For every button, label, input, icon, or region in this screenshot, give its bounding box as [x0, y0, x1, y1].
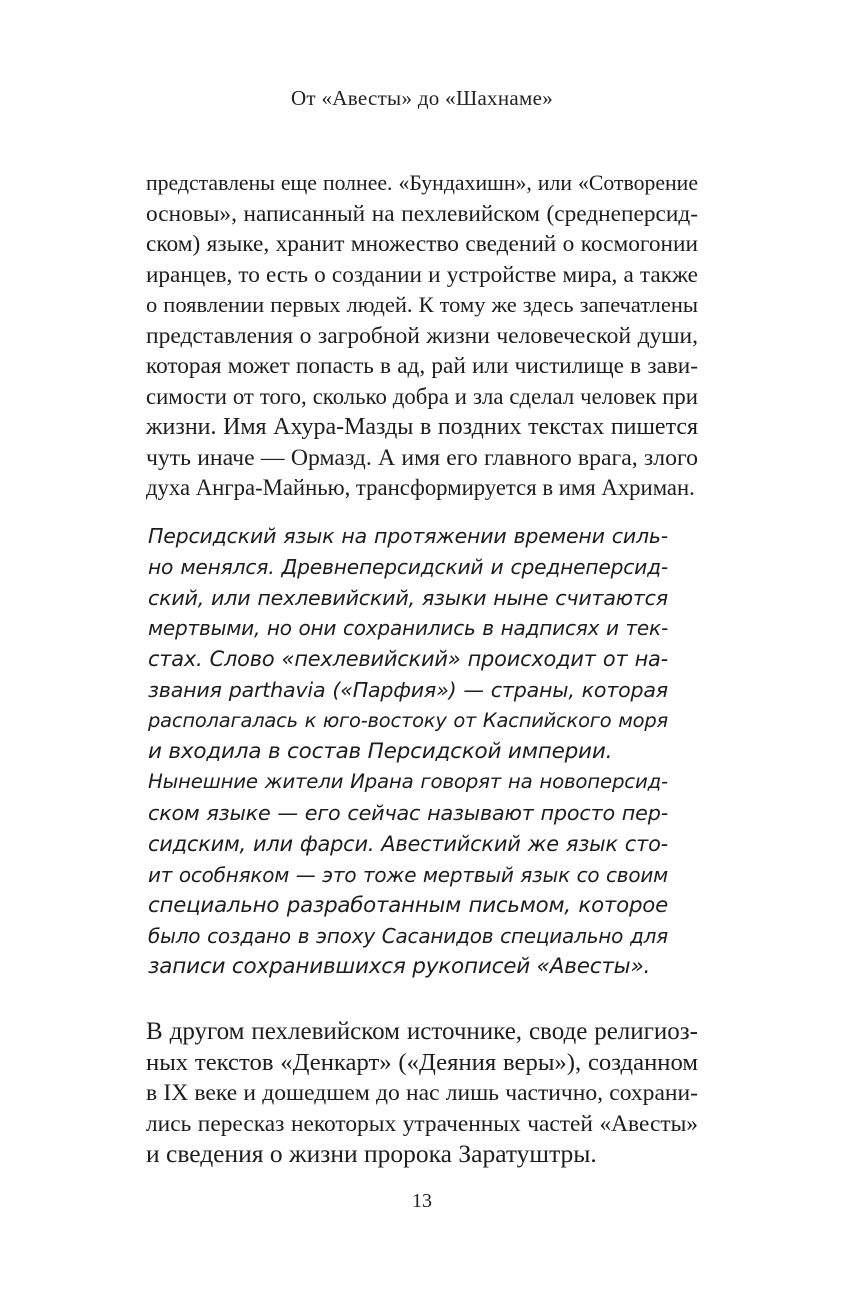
text-line: представления о загробной жизни человеческой души, [146, 322, 698, 349]
paragraph-2 [146, 1017, 698, 1170]
aside-note [148, 521, 668, 983]
page-number: 13 [412, 1190, 432, 1212]
text-line: и сведения о жизни пророка Заратуштры. [146, 1139, 597, 1168]
text-line: жизни. Имя Ахура-Мазды в поздних текстах пишется [146, 414, 698, 440]
aside-line: ский, или пехлевийский, языки ныне считаются [148, 585, 668, 610]
text-line: чуть иначе — Ормазд. А имя его главного врага, злого [146, 444, 698, 471]
text-line: о появлении первых людей. К тому же здесь запечатлены [146, 292, 698, 317]
text-line: представлены еще полнее. «Бундахишн», или «Сотворение [146, 171, 698, 195]
aside-line: сидским, или фарси. Авестийский же язык сто- [148, 831, 668, 856]
text-line: основы», написанный на пехлевийском (среднеперсид- [146, 200, 698, 227]
aside-line: мертвыми, но они сохранились в надписях и тек- [148, 616, 668, 641]
aside-line: ском языке — его сейчас называют просто пер- [148, 801, 668, 826]
aside-line: специально разработанным письмом, которое [148, 892, 668, 918]
text-line: лись пересказ некоторых утраченных частей «Авесты» [146, 1110, 698, 1137]
aside-line: записи сохранившихся рукописей «Авесты». [148, 954, 651, 980]
aside-line: Персидский язык на протяжении времени силь- [148, 524, 668, 548]
text-line [146, 1017, 698, 1048]
aside-line: звания parthavia («Парфия») — страны, которая [148, 677, 668, 702]
text-line: ных текстов «Денкарт» («Деяния веры»), созданном [146, 1048, 698, 1076]
aside-line: было создано в эпоху Сасанидов специально для [148, 924, 668, 949]
text-line: симости от того, сколько добра и зла сделал человек при [146, 383, 698, 409]
aside-line: ит особняком — это тоже мертвый язык со своим [148, 862, 668, 887]
paragraph-1 [146, 168, 698, 504]
aside-line: располагалась к юго-востоку от Каспийского моря [148, 708, 668, 732]
text-line: ском) языке, хранит множество сведений о космогонии [146, 231, 698, 257]
aside-line: Нынешние жители Ирана говорят на новоперсид- [148, 770, 668, 794]
aside-line: но менялся. Древнеперсидский и среднеперсид- [148, 554, 668, 579]
running-head: От «Авесты» до «Шахнаме» [290, 86, 554, 110]
text-line: духа Ангра-Майнью, трансформируется в имя Ахриман. [146, 475, 695, 500]
text-line-content: В другом пехлевийском источнике, своде религиоз- [146, 1018, 698, 1045]
text-line: иранцев, то есть о создании и устройстве мира, а также [146, 261, 698, 288]
aside-line: стах. Слово «пехлевийский» происходит от на- [148, 647, 668, 672]
text-line: которая может попасть в ад, рай или чистилище в зави- [146, 353, 698, 379]
text-line: в IX веке и дошедшем до нас лишь частично, сохрани- [146, 1080, 698, 1106]
aside-line: и входила в состав Персидской империи. [148, 738, 613, 764]
